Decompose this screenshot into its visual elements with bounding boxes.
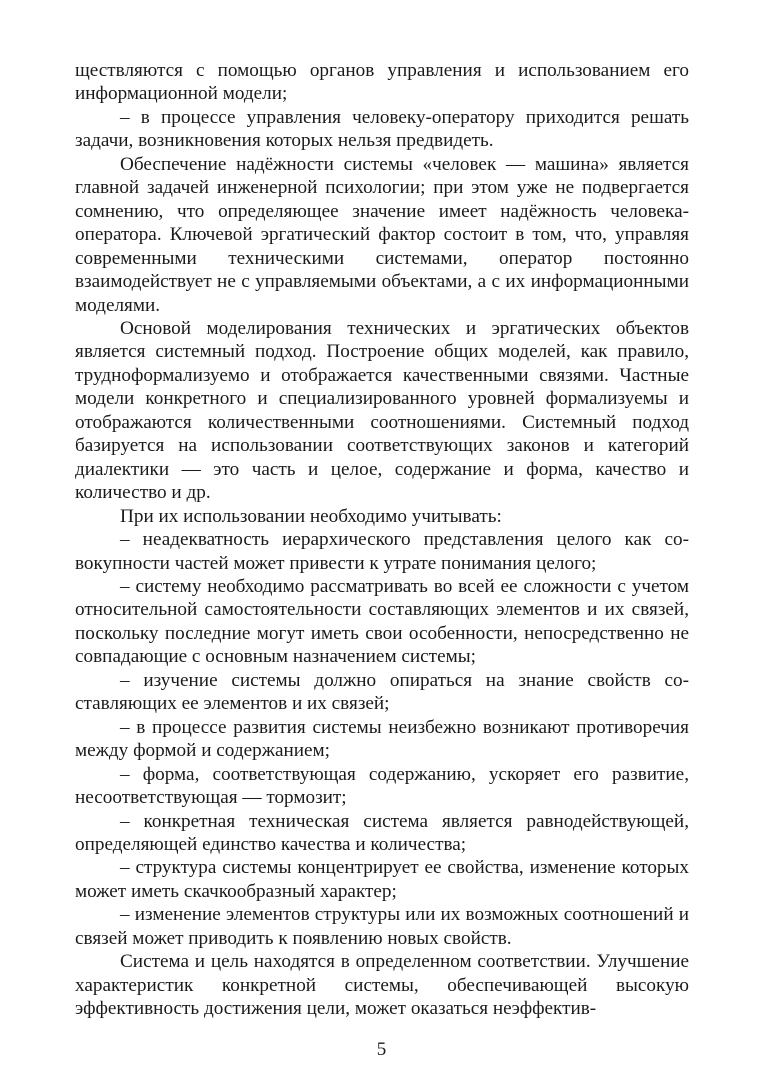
page-number: 5 [376, 1039, 387, 1060]
list-item: – структура системы концентрирует ее свойства, изменение которых может иметь скачкообразный характер; [75, 857, 689, 902]
list-item: – изменение элементов структуры или их возможных соотношений и связей может приводить к появлению новых свойств. [75, 904, 689, 949]
list-item: – неадекватность иерархического представления целого как совокупности частей может привести к утрате понимания целого; [75, 529, 689, 574]
list-intro: При их использовании необходимо учитывать: [120, 505, 502, 527]
body-text [75, 59, 689, 1021]
list-item: – в процессе развития системы неизбежно возникают противоречия между формой и содержанием; [75, 716, 689, 762]
list-item: – систему необходимо рассматривать во всей ее сложности с учетом относительной самостоятельности составляющих элементов и их связей, поскольку последние могут иметь свои особенности, непосредственно не совпадающие с основным назначением системы; [75, 575, 689, 668]
list-item: – в процессе управления человеку-оператору приходится решать задачи, возникновения которых нельзя предвидеть. [75, 106, 689, 152]
list-item: – конкретная техническая система является равнодействующей, определяющей единство качества и количества; [75, 810, 689, 855]
paragraph: Основой моделирования технических и эргатических объектов является системный подход. Построение общих моделей, как правило, трудноформализуемо и отображается качественными связями. Частные модели конкретного и специализированного уровней формализуемы и отображаются количественными соотношениями. Системный подход базируется на использовании соответствующих законов и категорий диалектики — это часть и целое, содержание и форма, качество и количество и др. [75, 317, 689, 504]
paragraph-continuation: ществляются с помощью органов управления и использованием его информационной модели; [75, 60, 689, 105]
paragraph: Система и цель находятся в определенном соответствии. Улучшение характеристик конкретной системы, обеспечивающей высокую эффективность достижения цели, может оказаться неэффектив- [75, 951, 689, 1020]
paragraph: Обеспечение надёжности системы «человек — машина» является главной задачей инженерной психологии; при этом уже не подвергается сомнению, что определяющее значение имеет надёжность человека-оператора. Ключевой эргатический фактор состоит в том, что, управляя современными техническими системами, оператор постоянно взаимодействует не с управляемыми объектами, а с их информационными моделями. [75, 153, 689, 316]
list-item: – форма, соответствующая содержанию, ускоряет его развитие, несоответствующая — тормозит; [75, 763, 689, 809]
list-item: – изучение системы должно опираться на знание свойств составляющих ее элементов и их связей; [75, 669, 689, 715]
